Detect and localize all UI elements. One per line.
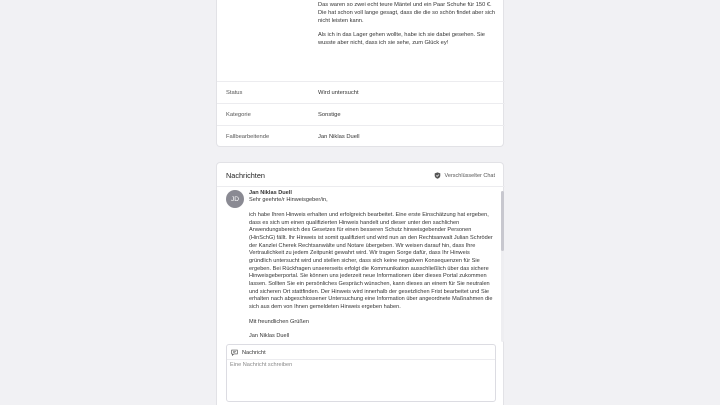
- handler-value: Jan Niklas Duell: [318, 134, 360, 140]
- message-body: [249, 212, 493, 342]
- shield-check-icon: [434, 172, 441, 179]
- description-paragraph: Als ich in das Lager gehen wollte, habe ich sie dabei gesehen. Sie wusste aber nicht, dass ich sie sehe, zum Glück ey!: [318, 32, 485, 47]
- message-salutation: Sehr geehrte/r Hinweisgeber/in,: [249, 197, 328, 203]
- handler-label: Fallbearbeitende: [226, 134, 270, 140]
- messages-card: [216, 162, 504, 405]
- compose-box: [226, 344, 496, 402]
- message-thread[interactable]: [217, 187, 505, 342]
- category-label: Kategorie: [226, 112, 251, 118]
- compose-header: [231, 349, 266, 356]
- compose-label: Nachricht: [242, 349, 266, 356]
- message-closing: Mit freundlichen Grüßen: [249, 318, 310, 325]
- message-paragraph: ich habe Ihren Hinweis erhalten und erfolgreich bearbeitet. Eine erste Einschätzung hat ergeben, dass es sich um einen qualifizierten Hinweis handelt und dieser unter den sachlichen Anwendungsbereich des Gesetzes für einen besseren Schutz hinweisgebender Personen (HinSchG) fällt. Ihr Hinweis ist somit qualifiziert und wird nun an den Rechtsanwalt Julian Schröder der Kanzlei Cherek Rechtsanwälte und Notare übergeben. Wir weisen darauf hin, dass Ihre Vertraulichkeit zu jedem Zeitpunkt gewahrt wird. Wir tragen Sorge dafür, dass Ihr Hinweis gründlich untersucht wird und stellen sicher, dass sich keine negativen Konsequenzen für Sie ergeben. Bei Rückfragen unsererseits erfolgt die Kommunikation ausschließlich über das sichere Hinweisgeberportal. Sie können uns jederzeit neue Informationen über dieses Portal zukommen lassen. Sollten Sie ein persönliches Gespräch wünschen, kann dieses an einem für Sie neutralen und sicheren Ort stattfinden. Der Hinweis wird innerhalb der gesetzlichen Frist bearbeitet und Sie erhalten nach abgeschlossener Untersuchung eine Information über angeordnete Maßnahmen die sich aus dem von Ihnen gemeldeten Hinweis ergeben haben.: [249, 212, 493, 310]
- encrypted-chat-badge: [434, 172, 495, 179]
- message-signature: Jan Niklas Duell: [249, 333, 290, 340]
- compose-divider: [227, 359, 495, 360]
- scrollbar-thumb[interactable]: [501, 191, 504, 251]
- status-value: Wird untersucht: [318, 90, 359, 96]
- message-sender: Jan Niklas Duell: [249, 190, 292, 196]
- chat-bubble-icon: [231, 349, 238, 356]
- avatar: JD: [226, 190, 244, 208]
- case-description: [318, 2, 501, 55]
- category-value: Sonstige: [318, 112, 341, 118]
- message-scrollbar[interactable]: [501, 191, 504, 342]
- description-paragraph: Das waren so zwei echt teure Mäntel und ein Paar Schuhe für 150 €. Die hat schon voll lange gesagt, dass die die so schön findet aber sich nicht leisten kann.: [318, 2, 496, 24]
- case-details-card: [216, 0, 504, 147]
- category-row: [217, 103, 505, 125]
- status-label: Status: [226, 90, 243, 96]
- encrypted-chat-label: Verschlüsselter Chat: [444, 172, 495, 179]
- message-input[interactable]: [230, 362, 492, 398]
- messages-title: Nachrichten: [226, 171, 265, 180]
- status-row: [217, 81, 505, 103]
- handler-row: [217, 125, 505, 147]
- messages-header: [217, 163, 505, 187]
